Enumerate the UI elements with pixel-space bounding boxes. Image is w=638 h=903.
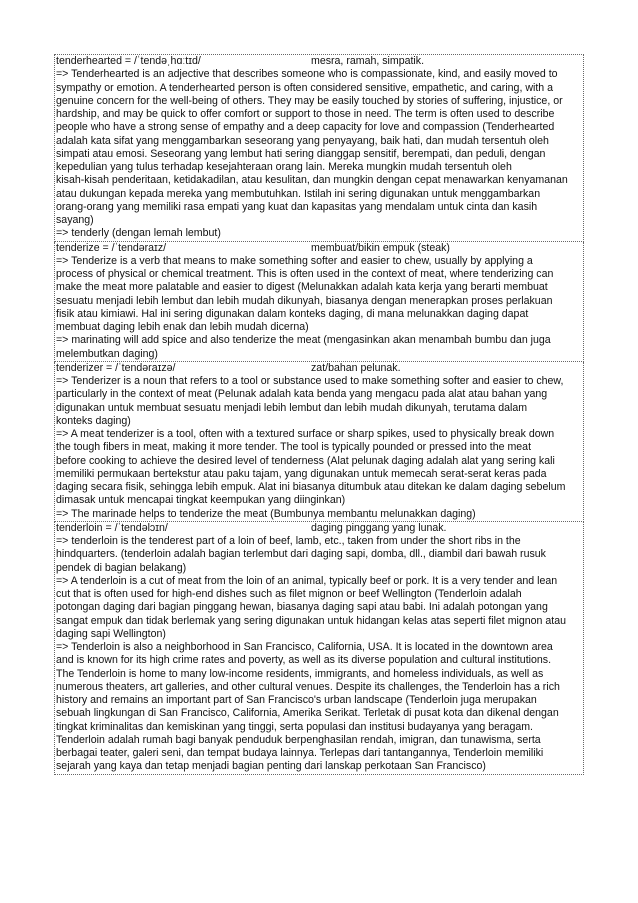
definition-line: sesuatu menjadi lebih lembut dan lebih mudah dikunyah, biasanya dengan menerapkan proses perlakuan (56, 294, 553, 307)
definition-line: tingkat kriminalitas dan kemiskinan yang tinggi, serta populasi dan institusi budayanya yang beragam. (56, 720, 533, 733)
definition-line: kepedulian yang tulus terhadap kesejahteraan orang lain. Mereka mungkin mudah tersentuh oleh (56, 161, 512, 173)
definition-line: fisik atau kimiawi. Hal ini sering digunakan dalam konteks daging, di mana melunakkan daging dapat (56, 307, 529, 320)
definition-line: => tenderly (dengan lemah lembut) (56, 227, 221, 240)
definition-line: digunakan untuk membuat sesuatu menjadi lebih lembut dan lebih mudah dikunyah, terutama dalam (56, 401, 528, 414)
definition-line: Tenderloin adalah rumah bagi banyak penduduk berpenghasilan rendah, imigran, dan tunawisma, serta (56, 733, 541, 746)
definition-line: berbagai teater, galeri seni, dan tempat budaya lainnya. Terlepas dari tantangannya, Tenderloin memiliki (56, 747, 544, 759)
definition-line: konteks daging) (56, 414, 131, 427)
translation: daging pinggang yang lunak. (311, 521, 447, 534)
definition-line: simpati atau emosi. Seseorang yang lembut hati sering dianggap sensitif, berempati, dan peduli, dengan (56, 147, 546, 160)
translation: membuat/bikin empuk (steak) (311, 241, 450, 254)
entry-header (56, 362, 582, 375)
definition-line: particularly in the context of meat (Pelunak adalah kata benda yang mengacu pada alat atau bahan yang (56, 388, 548, 401)
entry-header (56, 55, 582, 68)
definition-line: melembutkan daging) (56, 347, 158, 360)
definition-line: hindquarters. (tenderloin adalah bagian terlembut dari daging sapi, domba, dll., diambil dari bawah rusuk (56, 548, 546, 561)
definition-line: => Tenderizer is a noun that refers to a tool or substance used to make something softer and easier to chew, (56, 375, 564, 387)
definition-line: => A tenderloin is a cut of meat from the loin of an animal, typically beef or pork. It is a very tender and lean (56, 574, 558, 587)
definition-line: => tenderloin is the tenderest part of a loin of beef, lamb, etc., taken from under the short ribs in the (56, 535, 521, 547)
headword: tenderloin = /ˈtendəlɔɪn/ (56, 521, 168, 534)
definition-line: adalah kata sifat yang menggambarkan seseorang yang penyayang, baik hati, dan mudah tersentuh oleh (56, 134, 549, 147)
entry-header (56, 242, 582, 255)
definition-line: The Tenderloin is home to many low-income residents, immigrants, and homeless individuals, as well as (56, 667, 544, 680)
entry-tenderloin (54, 522, 584, 775)
definition-line: sejarah yang kaya dan tetap menjadi bagian penting dari lanskap perkotaan San Francisco) (56, 760, 486, 773)
definition-line: dimasak untuk mencapai tingkat keempukan yang diinginkan) (56, 494, 346, 507)
definition-line: sympathy or emotion. A tenderhearted person is often considered sensitive, empathetic, and caring, with a (56, 81, 554, 94)
definition-line: make the meat more palatable and easier to digest (Melunakkan adalah kata kerja yang berarti membuat (56, 281, 548, 294)
entry-tenderizer (54, 362, 584, 522)
definition-line: cut that is often used for high-end dishes such as filet mignon or beef Wellington (Tenderloin adalah (56, 588, 522, 600)
definition-line: => Tenderize is a verb that means to make something softer and easier to chew, usually by applying a (56, 254, 533, 267)
definition-line: sebuah lingkungan di San Francisco, California, Amerika Serikat. Terletak di pusat kota dan dikenal dengan (56, 707, 559, 720)
definition-line: orang-orang yang memiliki rasa empati yang kuat dan kapasitas yang mendalam untuk cinta dan kasih (56, 200, 538, 213)
dictionary-page (54, 54, 584, 775)
definition-line: => Tenderloin is also a neighborhood in San Francisco, California, USA. It is located in the downtown area (56, 641, 553, 653)
definition-line: => Tenderhearted is an adjective that describes someone who is compassionate, kind, and easily moved to (56, 68, 558, 81)
definition-line: pendek di bagian belakang) (56, 561, 187, 574)
translation: mesra, ramah, simpatik. (311, 55, 425, 67)
definition-line: potongan daging dari bagian pinggang hewan, biasanya daging sapi atau babi. Ini adalah potongan yang (56, 601, 548, 614)
headword: tenderize = /ˈtendəraɪz/ (56, 241, 167, 254)
definition-line: membuat daging lebih enak dan lebih mudah dicerna) (56, 321, 309, 333)
definition-line: => marinating will add spice and also tenderize the meat (mengasinkan akan menambah bumbu dan juga (56, 334, 551, 347)
definition-line: the tough fibers in meat, making it more tender. The tool is typically pounded or pressed into the meat (56, 441, 532, 454)
definition-line: daging secara fisik, sehingga lebih empuk. Alat ini biasanya ditumbuk atau ditekan ke dalam daging sebelum (56, 481, 566, 493)
definition-line: atau dukungan kepada mereka yang membutuhkan. Istilah ini sering digunakan untuk menggambarkan (56, 187, 541, 200)
definition-line: kisah-kisah penderitaan, ketidakadilan, atau kesulitan, dan mungkin dengan cepat menawarkan kenyamanan (56, 174, 568, 187)
entry-header (56, 522, 582, 535)
headword: tenderhearted = /ˈtendəˌhɑːtɪd/ (56, 55, 201, 67)
definition-line: before cooking to achieve the desired level of tenderness (Alat pelunak daging adalah alat yang sering kali (56, 454, 555, 467)
entry-tenderhearted (54, 54, 584, 242)
definition-line: genuine concern for the well-being of others. They may be easily touched by stories of suffering, injustice, or (56, 94, 563, 107)
definition-line: daging sapi Wellington) (56, 627, 166, 640)
definition-line: numerous theaters, art galleries, and other cultural venues. Despite its challenges, the Tenderloin has a rich (56, 680, 560, 693)
definition-line: sayang) (56, 214, 94, 226)
definition-line: hardship, and may be quick to offer comfort or support to those in need. The term is often used to describe (56, 108, 555, 120)
definition-line: process of physical or chemical treatment. This is often used in the context of meat, where tenderizing can (56, 268, 554, 280)
definition-line: sangat empuk dan tidak berlemak yang sering digunakan untuk hidangan kelas atas seperti filet mignon atau (56, 614, 567, 627)
entry-tenderize (54, 242, 584, 362)
definition-line: and is known for its high crime rates and poverty, as well as its diverse population and cultural institutions. (56, 654, 552, 667)
definition-line: => A meat tenderizer is a tool, often with a textured surface or sharp spikes, used to physically break down (56, 428, 555, 440)
definition-line: => The marinade helps to tenderize the meat (Bumbunya membantu melunakkan daging) (56, 507, 476, 520)
definition-line: memiliki permukaan bertekstur atau paku tajam, yang digunakan untuk memecah serat-serat keras pada (56, 467, 547, 480)
definition-line: history and remains an important part of San Francisco's urban landscape (Tenderloin juga merupakan (56, 694, 537, 706)
translation: zat/bahan pelunak. (311, 361, 401, 374)
definition-line: people who have a strong sense of empathy and a deep capacity for love and compassion (Tenderhearted (56, 121, 555, 134)
headword: tenderizer = /ˈtendəraɪzə/ (56, 361, 176, 374)
